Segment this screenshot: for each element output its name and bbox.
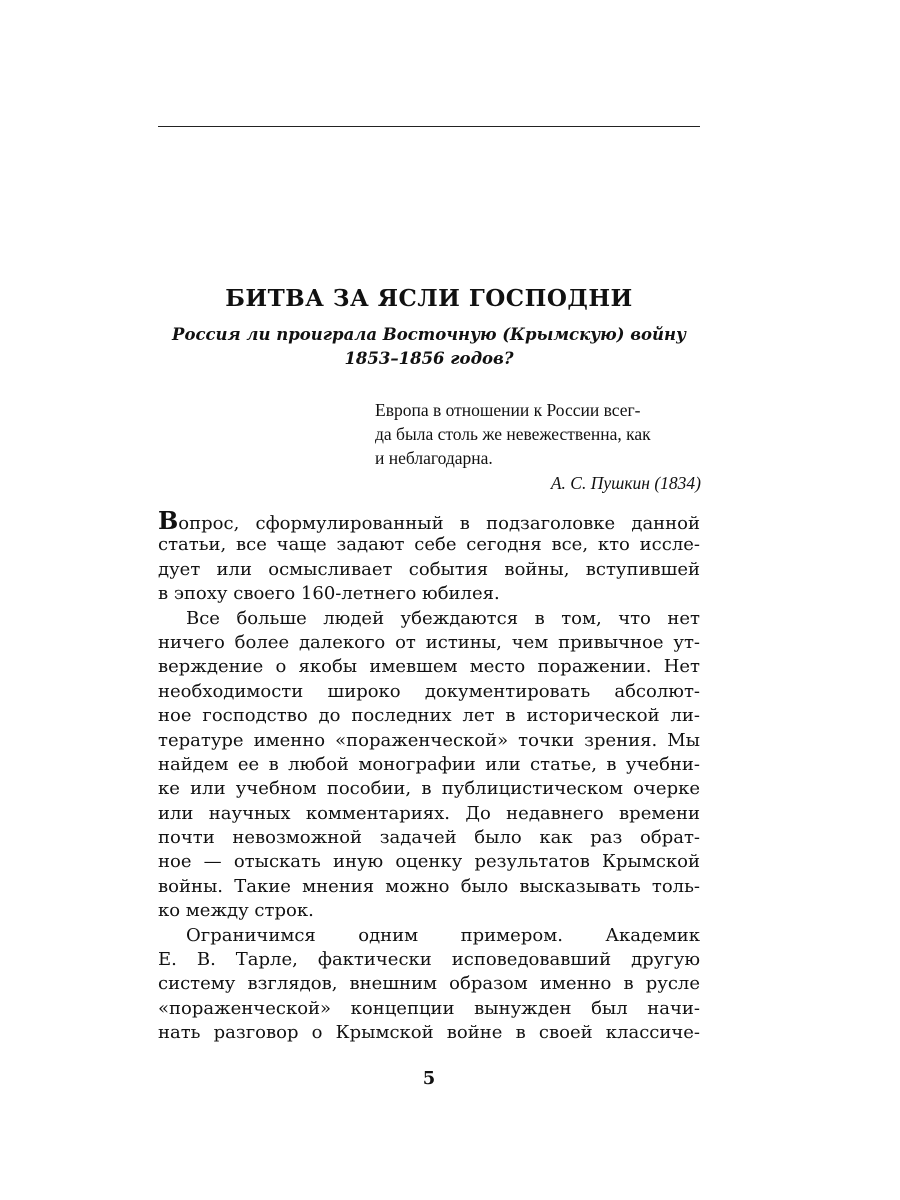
body-line: ное господство до последних лет в исторической ли- — [158, 705, 700, 727]
epigraph-line: Европа в отношении к России всег- — [375, 400, 641, 420]
body-text — [158, 506, 700, 1046]
body-line-text: опрос, сформулированный в подзаголовке данной — [178, 513, 700, 534]
body-line: Все больше людей убеждаются в том, что нет — [186, 607, 700, 629]
body-line: или научных комментариях. До недавнего времени — [158, 802, 700, 824]
epigraph-attribution: А. С. Пушкин (1834) — [550, 473, 701, 493]
body-line: систему взглядов, внешним образом именно в русле — [158, 973, 700, 995]
body-line: ное — отыскать иную оценку результатов Крымской — [158, 851, 700, 873]
epigraph — [375, 398, 701, 495]
chapter-subtitle — [158, 323, 700, 371]
subtitle-line: 1853–1856 годов? — [344, 349, 514, 368]
body-line: найдем ее в любой монографии или статье, в учебни- — [158, 753, 700, 775]
epigraph-line: и неблагодарна. — [375, 448, 493, 468]
body-line: почти невозможной задачей было как раз обрат- — [158, 827, 700, 849]
chapter-title: БИТВА ЗА ЯСЛИ ГОСПОДНИ — [225, 285, 633, 312]
body-line: ничего более далекого от истины, чем привычное ут- — [158, 631, 700, 653]
body-line: «пораженческой» концепции вынужден был начи- — [158, 997, 700, 1019]
page-number: 5 — [422, 1068, 436, 1089]
epigraph-line: да была столь же невежественна, как — [375, 424, 651, 444]
body-line: Ограничимся одним примером. Академик — [186, 924, 700, 946]
body-line: верждение о якобы имевшем место поражении. Нет — [158, 656, 700, 678]
body-line: нать разговор о Крымской войне в своей классиче- — [158, 1022, 700, 1044]
body-line: статьи, все чаще задают себе сегодня все, кто иссле- — [158, 534, 700, 556]
body-line — [158, 506, 700, 535]
header-rule — [158, 126, 700, 127]
body-line: тературе именно «пораженческой» точки зрения. Мы — [158, 729, 700, 751]
body-line: дует или осмысливает события войны, вступившей — [158, 558, 700, 580]
subtitle-line: Россия ли проиграла Восточную (Крымскую) войну — [172, 325, 686, 344]
body-line: ке или учебном пособии, в публицистическом очерке — [158, 778, 700, 800]
body-line: необходимости широко документировать абсолют- — [158, 680, 700, 702]
body-line: в эпоху своего 160-летнего юбилея. — [158, 583, 500, 605]
drop-letter: В — [158, 506, 179, 535]
body-line: войны. Такие мнения можно было высказывать толь- — [158, 875, 700, 897]
body-line: ко между строк. — [158, 900, 314, 922]
body-line: Е. В. Тарле, фактически исповедовавший другую — [158, 949, 700, 971]
